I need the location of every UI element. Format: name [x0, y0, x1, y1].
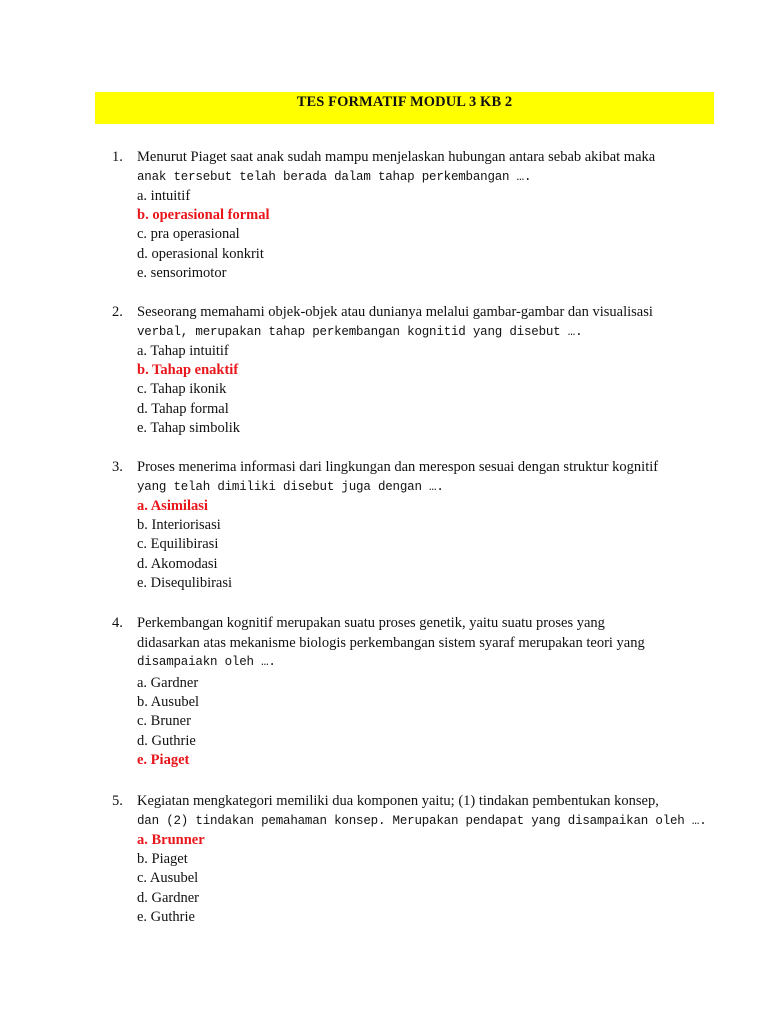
question-line: Proses menerima informasi dari lingkungan dan merespon sesuai dengan struktur kognitif — [137, 459, 659, 475]
page-title: TES FORMATIF MODUL 3 KB 2 — [296, 94, 513, 110]
option-list — [137, 187, 270, 283]
question-text — [137, 792, 707, 831]
option-c: c. Equilibirasi — [137, 536, 219, 553]
question-line: Menurut Piaget saat anak sudah mampu menjelaskan hubungan antara sebab akibat maka — [137, 149, 656, 165]
question-number: 2. — [112, 304, 123, 320]
option-e-answer: e. Piaget — [137, 751, 190, 768]
question-line: disampaiakn oleh …. — [137, 655, 276, 669]
option-b-answer: b. Tahap enaktif — [137, 362, 239, 379]
question-number: 3. — [112, 459, 123, 475]
option-c: c. Tahap ikonik — [137, 381, 227, 398]
option-a: a. intuitif — [137, 188, 191, 204]
question-text — [137, 303, 697, 342]
option-a: a. Tahap intuitif — [137, 343, 229, 359]
option-d: d. operasional konkrit — [137, 245, 264, 262]
question-number: 1. — [112, 149, 123, 165]
title-highlight — [95, 92, 714, 124]
option-list — [137, 497, 232, 593]
question-text — [137, 458, 697, 497]
option-d: d. Akomodasi — [137, 555, 218, 572]
option-a-answer: a. Brunner — [137, 832, 205, 848]
option-b: b. Piaget — [137, 851, 188, 868]
option-list — [137, 831, 205, 927]
question-text — [137, 148, 697, 187]
question-line: Perkembangan kognitif merupakan suatu proses genetik, yaitu suatu proses yang — [137, 615, 605, 631]
option-e: e. Disequlibirasi — [137, 574, 233, 591]
question-line: verbal, merupakan tahap perkembangan kognitid yang disebut …. — [137, 324, 583, 339]
option-list — [137, 674, 199, 770]
option-e: e. Guthrie — [137, 908, 195, 925]
option-e: e. Tahap simbolik — [137, 419, 241, 436]
option-c: c. Ausubel — [137, 870, 199, 887]
question-line: Seseorang memahami objek-objek atau dunianya melalui gambar-gambar dan visualisasi — [137, 304, 653, 320]
option-c: c. Bruner — [137, 713, 191, 730]
question-number: 4. — [112, 615, 123, 631]
option-list — [137, 342, 240, 438]
option-b: b. Ausubel — [137, 694, 200, 711]
question-text — [137, 614, 697, 673]
option-d: d. Guthrie — [137, 732, 196, 749]
question-line: yang telah dimiliki disebut juga dengan …. — [137, 479, 444, 494]
option-c: c. pra operasional — [137, 226, 240, 243]
question-line: dan (2) tindakan pemahaman konsep. Merupakan pendapat yang disampaikan oleh …. — [137, 813, 707, 828]
option-a: a. Gardner — [137, 675, 199, 691]
option-b: b. Interiorisasi — [137, 517, 221, 534]
question-line: Kegiatan mengkategori memiliki dua komponen yaitu; (1) tindakan pembentukan konsep, — [137, 793, 659, 809]
question-line: anak tersebut telah berada dalam tahap perkembangan …. — [137, 169, 532, 184]
question-line: didasarkan atas mekanisme biologis perkembangan sistem syaraf merupakan teori yang — [137, 634, 645, 651]
option-d: d. Gardner — [137, 889, 200, 906]
option-a-answer: a. Asimilasi — [137, 498, 208, 514]
question-number: 5. — [112, 793, 123, 809]
option-e: e. sensorimotor — [137, 264, 227, 281]
option-b-answer: b. operasional formal — [137, 207, 270, 224]
option-d: d. Tahap formal — [137, 400, 229, 417]
